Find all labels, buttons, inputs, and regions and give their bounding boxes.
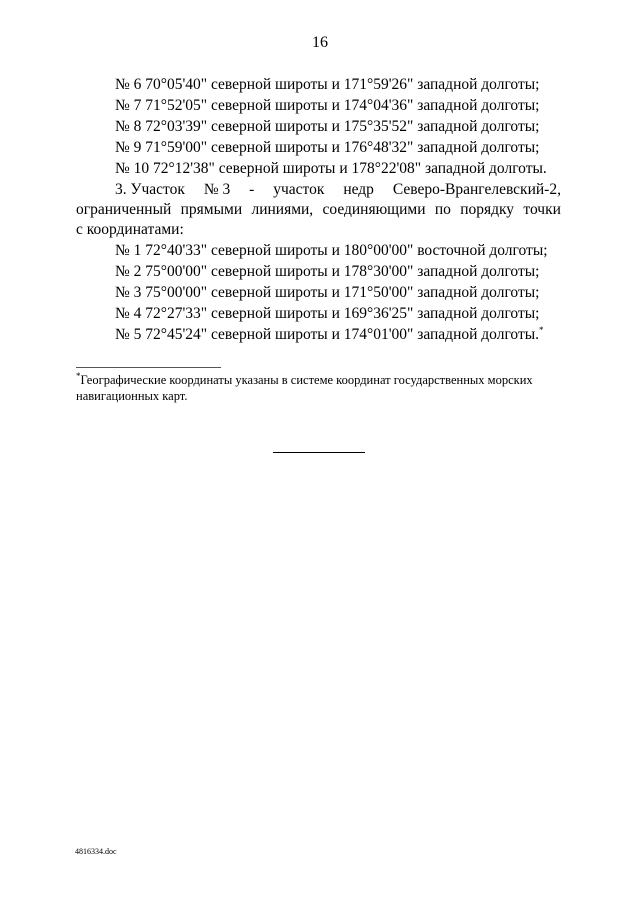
footnote-reference: * bbox=[539, 324, 544, 335]
section-3-second-line bbox=[76, 200, 561, 220]
coordinate-line-5 bbox=[115, 325, 544, 345]
section-3-word: ограниченный bbox=[76, 201, 172, 218]
section-3-word: № 3 bbox=[203, 181, 231, 198]
section-3-word: по bbox=[434, 201, 451, 218]
section-3-word: недр bbox=[343, 181, 374, 198]
section-3-word: 3. Участок bbox=[115, 181, 185, 198]
coordinate-line-8: № 8 72°03'39" северной широты и 175°35'52" западной долготы; bbox=[115, 118, 540, 135]
footnote bbox=[76, 372, 564, 404]
coordinate-line-1: № 1 72°40'33" северной широты и 180°00'00" восточной долготы; bbox=[115, 242, 548, 259]
section-3-word: точки bbox=[523, 201, 561, 218]
footnote-text-line-2: навигационных карт. bbox=[76, 389, 188, 403]
section-3-third-line: с координатами: bbox=[76, 221, 184, 238]
end-of-document-rule bbox=[273, 452, 365, 453]
footnote-text-line-1: Географические координаты указаны в системе координат государственных морских bbox=[80, 373, 533, 387]
footnote-separator bbox=[76, 367, 221, 368]
section-3-word: прямыми bbox=[180, 201, 243, 218]
coordinate-line-2: № 2 75°00'00" северной широты и 178°30'00" западной долготы; bbox=[115, 263, 540, 280]
document-file-id: 4816334.doc bbox=[75, 847, 117, 856]
coordinate-line-10: № 10 72°12'38" северной широты и 178°22'08" западной долготы. bbox=[115, 160, 547, 177]
section-3-heading-line bbox=[115, 180, 561, 200]
section-3-word: Северо-Врангелевский-2, bbox=[392, 181, 561, 198]
coordinate-line-7: № 7 71°52'05" северной широты и 174°04'36" западной долготы; bbox=[115, 97, 540, 114]
coordinate-line-9: № 9 71°59'00" северной широты и 176°48'32" западной долготы; bbox=[115, 139, 540, 156]
section-3-word: участок bbox=[273, 181, 325, 198]
section-3-word: соединяющими bbox=[322, 201, 426, 218]
footnote-marker: * bbox=[76, 370, 81, 381]
coordinate-line-4: № 4 72°27'33" северной широты и 169°36'25" западной долготы; bbox=[115, 305, 540, 322]
section-3-word: порядку bbox=[460, 201, 515, 218]
page-number: 16 bbox=[312, 34, 328, 51]
section-3-word: линиями, bbox=[251, 201, 314, 218]
section-3-word: - bbox=[249, 181, 255, 198]
coordinate-line-5-text: № 5 72°45'24" северной широты и 174°01'00" западной долготы. bbox=[115, 326, 540, 343]
coordinate-line-6: № 6 70°05'40" северной широты и 171°59'26" западной долготы; bbox=[115, 76, 540, 93]
coordinate-line-3: № 3 75°00'00" северной широты и 171°50'00" западной долготы; bbox=[115, 284, 540, 301]
